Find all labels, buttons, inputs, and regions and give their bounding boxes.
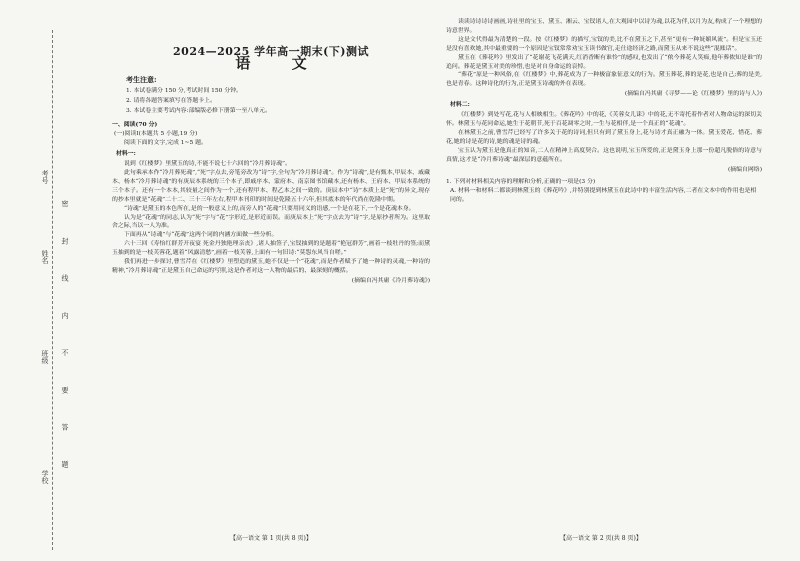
paragraph: 在林黛玉之前,曹雪芹已经写了许多关于花的诗词,但只有到了黛玉身上,花与诗才真正融为一体。黛玉爱花、惜花、葬花,她的诗是花的诗,她的魂是诗的魂。: [446, 129, 762, 145]
notice-item: 2. 请将各题答案填写在答题卡上。: [126, 97, 216, 104]
material-label: 材料二:: [450, 101, 470, 109]
page-footer: 【高一语文 第 1 页(共 8 页)】: [230, 535, 312, 542]
page-2-column: [446, 18, 762, 205]
seal-line: [52, 30, 53, 550]
source-note: (摘编自冯其庸《寻梦——论《红楼梦》里的诗与人》): [624, 91, 762, 98]
section-heading: 一、阅读(70 分): [112, 121, 158, 129]
gutter-class: 班级: [41, 350, 49, 364]
gutter-exam-no: 考号: [41, 170, 49, 184]
subsection-heading: (一)阅读Ⅰ(本题共 5 小题,19 分): [114, 131, 198, 138]
question-stem: 1. 下列对材料相关内容的理解和分析,正确的一项是(3 分): [446, 179, 596, 186]
material-label: 材料一:: [116, 150, 136, 158]
paragraph: 宝玉认为黛玉是他真正的知音,二人在精神上高度契合。这也说明,宝玉所爱的,正是黛玉身上那一份超凡脱俗的诗意与真情,这才是“冷月葬诗魂”最深层的意蕴所在。: [446, 147, 762, 163]
paragraph: 我们再进一步探讨,曹雪芹在《红楼梦》里塑造的黛玉,她不仅是一个“花魂”,而是作者赋予了她一种诗的灵魂,一种诗的精神,“冷月葬诗魂”正是黛玉自己命运的写照,这是作者对这一人物的最后的、最深刻的概括。: [112, 259, 430, 274]
gutter-school: 学校: [41, 470, 49, 484]
instruction: 阅读下面的文字,完成 1~5 题。: [124, 140, 207, 147]
paragraph: “葬花”原是一种风俗,在《红楼梦》中,葬花成为了一种极富象征意义的行为。黛玉葬花,葬的是花,也是自己;葬的是美,也是青春。这种诗化的行为,正是黛玉诗魂的外在表现。: [446, 72, 762, 88]
exam-title: 2024—2025 学年高一期末(下)测试: [173, 45, 369, 58]
question-option: A. 材料一和材料二都谈到林黛玉的《葬花吟》,并特别提到林黛玉在此诗中的丰富生活内容,二者在文本中的作用也是相同的。: [450, 188, 757, 204]
paragraph: 认为是“花魂”的同志,认为“死”字与“花”字形近,是形近而误。而庚辰本上“死”字点去为“诗”字,是原抄者所为。这里取舍之际,当以一人为准。: [112, 214, 430, 230]
source-note: (摘编自冯其庸《冷月葬诗魂》): [351, 277, 430, 284]
notice-item: 1. 本试卷满分 150 分,考试时间 150 分钟。: [126, 87, 242, 94]
paragraph: 这是文代得最为清楚的一段。按《红楼梦》的描写,宝钗的美,比不在黛玉之下,甚至“更有一种妩媚风流”。但是宝玉还是没有喜欢她,其中最重要的一个原因是宝钗常常劝宝玉读书做官,走仕途经济之路,而黛玉从来不说这些“混账话”。: [446, 36, 762, 52]
notice-block: [112, 76, 430, 116]
paragraph: 读读诗诗诗诗画画,诗社里的宝玉、黛玉、湘云、宝钗诸人,在大观园中以诗为魂,以花为伴,以月为友,构成了一个理想的诗意世界。: [446, 19, 762, 34]
page-footer: 【高一语文 第 2 页(共 8 页)】: [560, 535, 642, 542]
notice-heading: 考生注意:: [126, 74, 157, 84]
binding-gutter: [8, 0, 78, 561]
seal-text: 密 封 线 内 不 要 答 题: [61, 200, 69, 482]
page-1-column: [112, 18, 430, 287]
paragraph: 说到《红楼梦》里黛玉的诗,不能不说七十六回的“冷月葬诗魂”。: [124, 161, 291, 168]
paragraph: 黛玉在《葬花吟》里发出了“花谢花飞花满天,红消香断有谁怜”的感叹,也发出了“侬今葬花人笑痴,他年葬侬知是谁”的追问。葬花是黛玉对美的珍惜,也是对自身命运的哀悼。: [446, 54, 762, 70]
paragraph: 《红楼梦》到处写花,花与人相映相生。《葬花吟》中的花,《芙蓉女儿诔》中的花,无不寄托着作者对人物命运的深切关怀。林黛玉与花同命运,她生于花朝节,死于百花凋零之时,一生与花相伴,是一个真正的“花魂”。: [446, 112, 762, 127]
paragraph: “诗魂”是黛玉的本色所在,是的一般意义上的,而旁人的“花魂”只要用同义的语感,一个是在花下,一个是花魂本身。: [124, 205, 415, 212]
source-note: (摘编自网络): [727, 166, 762, 173]
gutter-name: 姓名: [41, 250, 49, 264]
paragraph: 六十三回《寿怡红群芳开夜宴 死金丹独艳理亲丧》,诸人抽签子,宝钗抽到的是题着“艳冠群芳”,画着一枝牡丹的签;而黛玉抽到的是一枝芙蓉花,题着“风露清愁”,画着一枝芙蓉,上面有一句旧诗:“莫怨东风当自嗟。”: [112, 241, 430, 257]
paragraph: 下面再从“诗魂”与“花魂”这两个词的内涵方面做一些分析。: [124, 232, 278, 239]
subject-title: 语 文: [235, 53, 325, 72]
paragraph: 此句乘承本作“冷月葬死魂”,“死”字点去,旁笔旁改为“诗”字,全句为“冷月葬诗魂”。作为“诗魂”,是有甄本,甲辰本、戚藏本、杨本“冷月葬诗魂”的有庚辰本系统的三个本子,即戚序本、蒙府本、南京图书馆藏本,还有杨本、王府本、甲辰本系统的三个本子。还有一个本本,其较量之间作为一个,还有程甲本、程乙本之间一致的。庚辰本中“诗”本质上是“死”的异文,现存的抄本里就是“花魂”二十二、三十三年左右,程甲本刊印的时间是乾隆五十六年,但其底本的年代尚在乾隆中期。: [112, 169, 430, 203]
notice-item: 3. 本试卷主要考试内容:部编版必修下册第一至八单元。: [126, 107, 271, 114]
